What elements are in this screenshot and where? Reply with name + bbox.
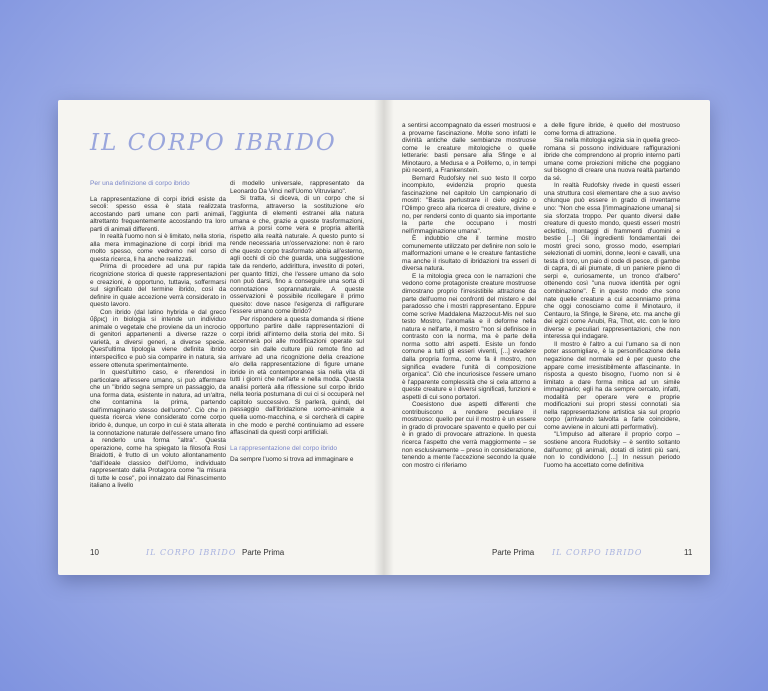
paragraph: E la mitologia greca con le narrazioni che vedono come protagoniste creature mostruose dimostrano proprio l'irresistibile attrazione da parte dell'uomo nei confronti del mistero e del paradosso che i mostri rappresentano. Eppure come scrive Maddalena Mazzocut-Mis nel suo testo Mostro, l'anomalia e il deforme nella natura e nell'arte, il mostro "non si definisce in contrasto con la norma, ma è parte della norma sotto altri aspetti. Esiste un fondo comune a tutti gli esseri viventi, [...] evadere dalla propria forma, come fa il mostro, non significa evadere l'unità di composizione organica". Ciò che incuriosisce l'essere umano è l'apparente complessità che si cela attorno a queste creature e i diversi significati, funzioni e aspetti di cui sono portatori. (402, 272, 536, 401)
right-page (384, 100, 710, 575)
paragraph: Coesistono due aspetti differenti che contribuiscono a rendere peculiare il mostruoso: quello per cui il mostro è un essere in grado di provocare spavento e quello per cui è in grado di provocare attrazione. In questa ricerca l'aspetto che verrà maggiormente – se non esclusivamente – preso in considerazione, tenendo a mente l'accezione secondo la quale con mostro ci riferiamo (402, 401, 536, 469)
running-title-right: IL CORPO IBRIDO (552, 548, 643, 557)
paragraph: Con ibrido (dal latino hybrida e dal greco ὕβρις) in biologia si intende un individuo animale o vegetale che proviene da un incrocio di genitori appartenenti a diverse razze o varietà, a diversi generi, a diverse specie. Quest'ultima tipologia viene definita ibrido interspecifico e può sia comparire in natura, sia essere ottenuta sperimentalmente. (90, 308, 226, 369)
paragraph: In realtà Rudofsky rivede in questi esseri una struttura così elementare che a suo avviso chiunque può essere in grado di inventarne uno: "Non che essa [l'immaginazione umana] si sia sforzata troppo. Per quanto diversi dalle creature di questo mondo, questi esseri mostri eclettici, montaggi di frammenti d'uomini e bestie [...] Gli ingredienti fondamentali dei mostri greci sono, grosso modo, esemplari selezionati di uomini, donne, leoni e cavalli, una testa di toro, un paio di code di pesce, di gambe di capra, di ali piumate, di un paniere pieno di serpi e, curiosamente, un tronco d'albero" ottenendo così "una nuova identità per ogni combinazione". È in questo modo che sono nate quelle creature a cui accenniamo prima che oggi conosciamo come il Minotauro, il Centauro, la Sfinge, le Sirene, etc. ma anche gli dei egizi come Anubi, Ra, Thot, etc. con le loro diverse e peculiari rappresentazioni, che non interessa qui indagare. (544, 182, 680, 341)
paragraph: In quest'ultimo caso, e riferendosi in particolare all'essere umano, si può affermare che un "ibrido segna sempre un passaggio, da una forma data, esistente in natura, ad un'altra, che contamina la prima, partendo dall'immaginario stesso dell'uomo". Ciò che in questa ricerca viene considerato come corpo ibrido è, dunque, un corpo in cui è stata alterata la connotazione naturale dell'essere umano fino a renderlo una forma "altra". Questa operazione, come ha spiegato la filosofa Rosi Braidotti, è frutto di un voluto allontanamento "dall'ideale classico dell'Uomo, individuato rappresentato dalla Protagora come "la misura di tutte le cose", poi innalzato dal Rinascimento italiano a livello (90, 369, 226, 490)
paragraph: a delle figure ibride, è quello del mostruoso come forma di attrazione. (544, 122, 680, 137)
paragraph: In realtà l'uomo non si è limitato, nella storia, alla mera immaginazione di corpi ibridi ma molto spesso, come vedremo nel corso di questa ricerca, li ha anche realizzati. (90, 233, 226, 263)
paragraph: È indubbio che il termine mostro comunemente utilizzato per definire non solo le malformazioni umane e le creature fantastiche ma anche il risultato di ibridazioni tra esseri di diversa natura. (402, 235, 536, 273)
page-number-left: 10 (90, 548, 99, 557)
right-column-2 (544, 122, 680, 469)
paragraph: Bernard Rudofsky nel suo testo Il corpo incompiuto, evidenzia proprio questa fascinazione nel capitolo Un campionario di mostri: "Basta perlustrare il cielo egizio o l'Olimpo greco alla ricerca di creature, divine e no, per rendersi conto di quanto sia importante la parte che occupano i mostri nell'immaginazione umana". (402, 174, 536, 235)
left-page (58, 100, 384, 575)
paragraph: La rappresentazione di corpi ibridi esiste da secoli: spesso essa è stata realizzata accostando parti umane con parti animali, altrettanto frequentemente accostando tra loro parti di animali differenti. (90, 195, 226, 233)
page-number-right: 11 (684, 548, 693, 557)
chapter-title: IL CORPO IBRIDO (90, 130, 337, 156)
paragraph: "L'impulso ad alterare il proprio corpo – sostiene ancora Rudofsky – è sentito soltanto dall'uomo; gli animali, dotati di istinti più sani, non lo condividono [...] In nessun periodo l'uomo ha accettato come definitiva (544, 431, 680, 469)
part-label-right: Parte Prima (492, 548, 535, 557)
left-column-1 (90, 180, 226, 490)
paragraph: Si tratta, si diceva, di un corpo che si trasforma, attraverso la sostituzione e/o l'aggiunta di elementi estranei alla natura umana e che, grazie a queste trasformazioni, arriva a porsi come vera e propria alterità rispetto alla realtà naturale. A questo punto si rende necessaria un'osservazione: non è raro che questo corpo trasformato abbia all'esterno, agli occhi di ciò che guarda, una suggestione tale da renderlo, addirittura, investito di poteri, per quanto fittizi, che l'essere umano da solo non può darsi, fino a conseguire una sorta di connotazione soprannaturale. A queste osservazioni è possibile ricollegare il primo quesito: dove nasce l'esigenza di raffigurare l'essere umano come ibrido? (230, 195, 364, 316)
left-column-2 (230, 180, 364, 464)
section-heading: Per una definizione di corpo ibrido (90, 180, 190, 187)
part-label-left: Parte Prima (242, 548, 285, 557)
paragraph: Il mostro è l'altro a cui l'umano sa di non poter assomigliare, è la personificazione della negazione del normale ed è per questo che appare come irresistibilmente affascinante. In risposta a questo bisogno, l'uomo non si è limitato a dare forma mitica ad un simile immaginario; egli ha da sempre cercato, infatti, modalità per operare vere e proprie modificazioni sui propri stessi connotati sia nella rappresentazione artistica sia sul proprio corpo (arrivando talvolta a farle coincidere, come avviene in alcuni atti performativi). (544, 340, 680, 431)
paragraph: Sia nella mitologia egizia sia in quella greco-romana si possono individuare raffigurazioni ibride che comprendono al proprio interno parti umane come proiezioni mitiche che poggiano sul bisogno di creare una nuova realtà partendo da sé. (544, 137, 680, 182)
paragraph: Da sempre l'uomo si trova ad immaginare e (230, 456, 354, 464)
right-column-1 (402, 122, 536, 469)
subsection-heading: La rappresentazione del corpo ibrido (230, 444, 338, 452)
paragraph: a sentirsi accompagnato da esseri mostruosi e a provarne fascinazione. Molte sono infatti le divinità antiche dalle sembianze mostruose come le creature mitologiche o quelle letterarie: basti pensare alla Sfinge e al Minotauro, a Medusa e a Polifemo, o, in tempi più recenti, a Frankenstein. (402, 122, 536, 175)
book-spread (58, 100, 710, 575)
paragraph: di modello universale, rappresentato da Leonardo Da Vinci nell'Uomo Vitruviano". (230, 180, 364, 195)
running-title-left: IL CORPO IBRIDO (146, 548, 237, 557)
paragraph: Prima di procedere ad una pur rapida ricognizione storica di queste rappresentazioni e creazioni, è opportuno, tuttavia, soffermarsi sul significato del termine ibrido, così da definire in quale accezione verrà considerato in questo lavoro. (90, 263, 226, 309)
paragraph: Per rispondere a questa domanda si ritiene opportuno partire dalle rappresentazioni di corpi ibridi all'interno della storia del mito. Si accennerà poi alle modificazioni operate sul corpo sin dalle culture più remote fino ad arrivare ad una ricognizione della creazione e/o della rappresentazione di figure umane ibride in età contemporanea sia nella vita di tutti i giorni che nell'arte e nella moda. Questa analisi porterà alla riflessione sul corpo ibrido nella teoria postumana di cui ci si occuperà nel capitolo successivo. Si parlerà, quindi, del passaggio dall'ibridazione uomo-animale a quella uomo-macchina, e si cercherà di capire in che modo e perché continuiamo ad essere affascinati da questi corpi artificiali. (230, 315, 364, 437)
